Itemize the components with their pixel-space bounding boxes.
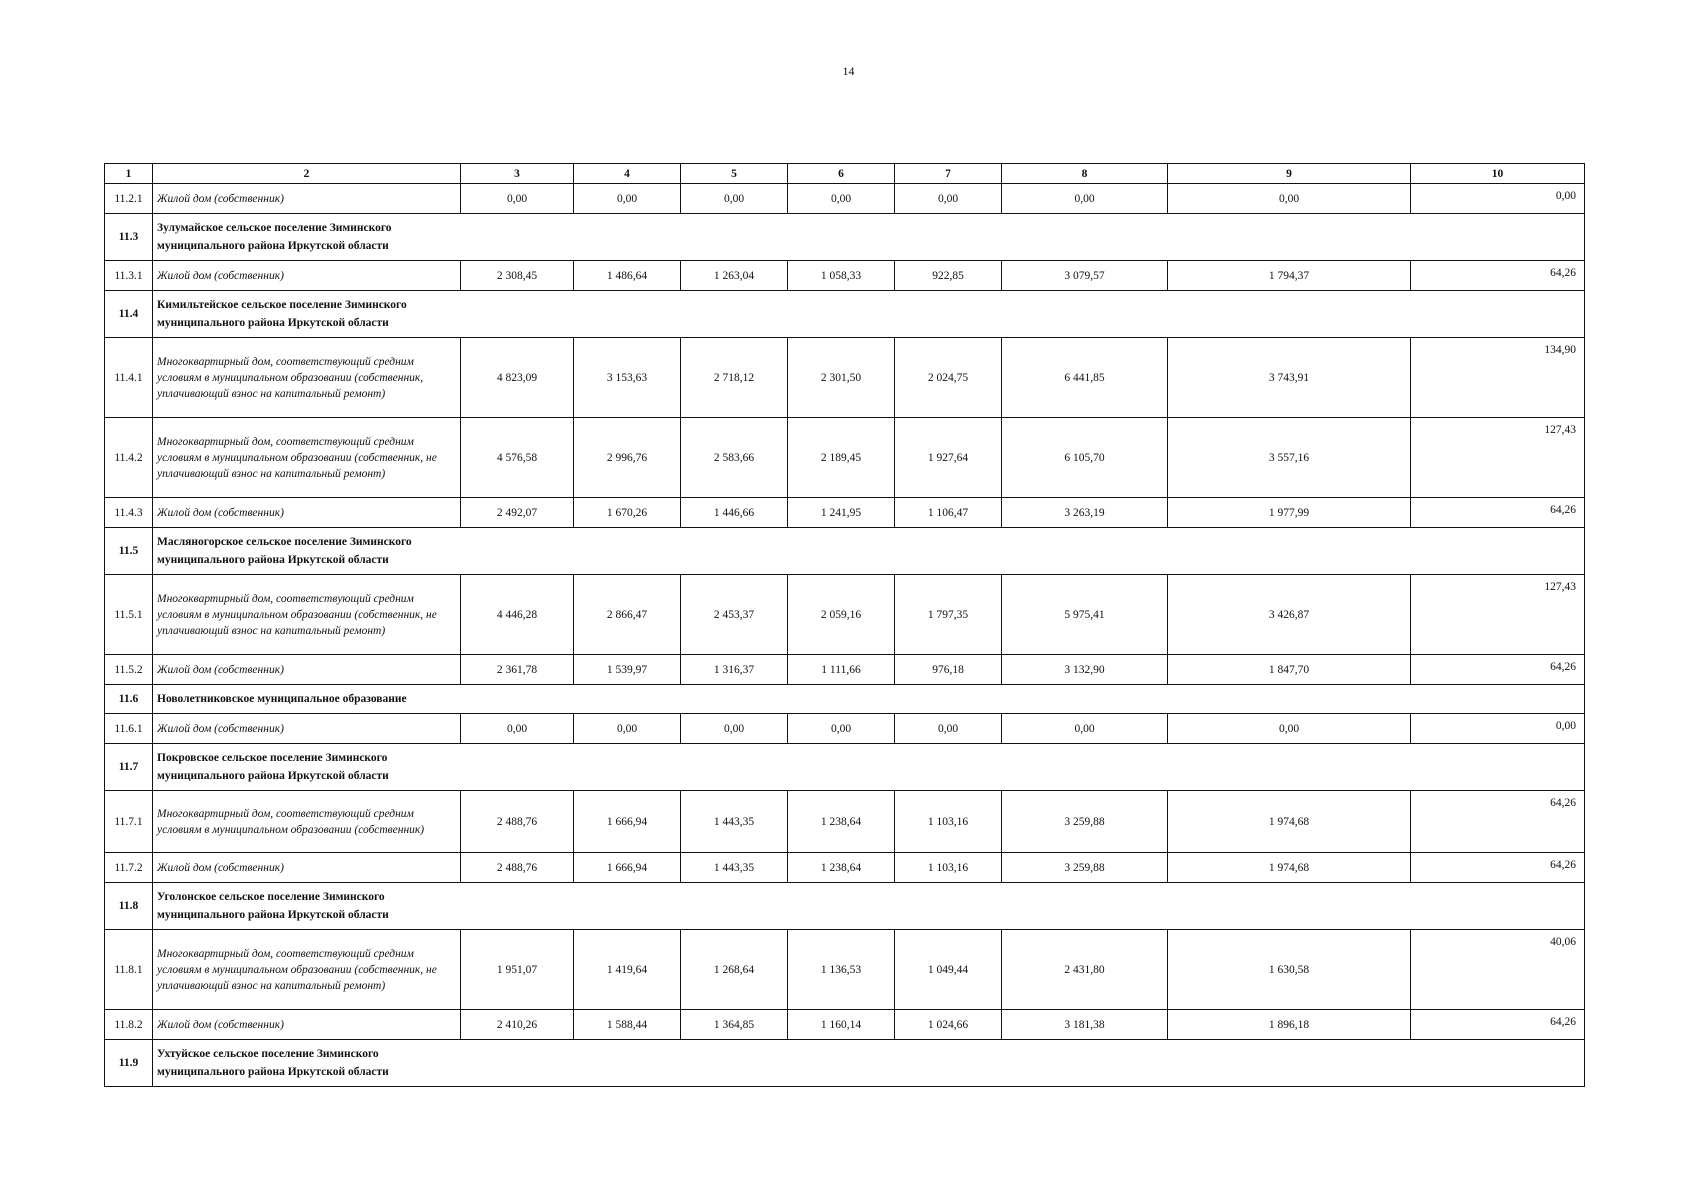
section-name: Ухтуйское сельское поселение Зиминского муниципального района Иркутской области <box>157 1048 389 1078</box>
value-col-6: 2 059,16 <box>788 575 895 655</box>
value-col-10: 127,43 <box>1411 575 1585 655</box>
section-row <box>105 291 1585 338</box>
value-col-9: 1 896,18 <box>1168 1010 1411 1040</box>
row-number: 11.8.1 <box>105 930 153 1010</box>
value-col-4: 1 486,64 <box>574 261 681 291</box>
column-header-6: 6 <box>788 164 895 184</box>
value-col-8: 3 259,88 <box>1002 853 1168 883</box>
value-col-6: 2 301,50 <box>788 338 895 418</box>
table-row <box>105 498 1585 528</box>
value-col-8: 3 263,19 <box>1002 498 1168 528</box>
value-col-10: 127,43 <box>1411 418 1585 498</box>
value-col-5: 1 446,66 <box>681 498 788 528</box>
value-col-7: 0,00 <box>895 714 1002 744</box>
value-col-8: 2 431,80 <box>1002 930 1168 1010</box>
section-name: Новолетниковское муниципальное образование <box>157 693 407 705</box>
value-col-9: 3 557,16 <box>1168 418 1411 498</box>
value-col-5: 1 364,85 <box>681 1010 788 1040</box>
table-row <box>105 261 1585 291</box>
value-col-4: 1 539,97 <box>574 655 681 685</box>
housing-type: Жилой дом (собственник) <box>153 655 461 685</box>
section-row <box>105 1040 1585 1087</box>
value-col-5: 0,00 <box>681 184 788 214</box>
column-header-4: 4 <box>574 164 681 184</box>
value-col-7: 1 106,47 <box>895 498 1002 528</box>
column-header-10: 10 <box>1411 164 1585 184</box>
value-col-7: 2 024,75 <box>895 338 1002 418</box>
value-col-4: 3 153,63 <box>574 338 681 418</box>
value-col-9: 0,00 <box>1168 184 1411 214</box>
value-col-5: 1 443,35 <box>681 853 788 883</box>
section-row <box>105 214 1585 261</box>
value-col-7: 922,85 <box>895 261 1002 291</box>
table-row <box>105 930 1585 1010</box>
row-number: 11.5.1 <box>105 575 153 655</box>
value-col-10: 64,26 <box>1411 655 1585 685</box>
value-col-8: 0,00 <box>1002 184 1168 214</box>
table-row <box>105 1010 1585 1040</box>
housing-type: Жилой дом (собственник) <box>153 184 461 214</box>
value-col-8: 5 975,41 <box>1002 575 1168 655</box>
column-header-7: 7 <box>895 164 1002 184</box>
value-col-6: 0,00 <box>788 714 895 744</box>
value-col-8: 0,00 <box>1002 714 1168 744</box>
value-col-9: 1 977,99 <box>1168 498 1411 528</box>
value-col-9: 1 630,58 <box>1168 930 1411 1010</box>
table-row <box>105 853 1585 883</box>
column-header-3: 3 <box>461 164 574 184</box>
housing-type: Жилой дом (собственник) <box>153 1010 461 1040</box>
value-col-9: 1 794,37 <box>1168 261 1411 291</box>
row-number: 11.2.1 <box>105 184 153 214</box>
value-col-8: 3 181,38 <box>1002 1010 1168 1040</box>
row-number: 11.7.2 <box>105 853 153 883</box>
page-number: 14 <box>842 64 855 78</box>
housing-type: Жилой дом (собственник) <box>153 853 461 883</box>
value-col-3: 2 410,26 <box>461 1010 574 1040</box>
value-col-10: 64,26 <box>1411 791 1585 853</box>
value-col-5: 2 583,66 <box>681 418 788 498</box>
header-row <box>105 164 1585 184</box>
value-col-10: 0,00 <box>1411 714 1585 744</box>
value-col-3: 0,00 <box>461 184 574 214</box>
value-col-5: 2 453,37 <box>681 575 788 655</box>
value-col-7: 976,18 <box>895 655 1002 685</box>
section-name: Зулумайское сельское поселение Зиминского муниципального района Иркутской области <box>157 222 392 252</box>
value-col-8: 6 441,85 <box>1002 338 1168 418</box>
section-row <box>105 744 1585 791</box>
value-col-6: 1 238,64 <box>788 853 895 883</box>
value-col-7: 1 024,66 <box>895 1010 1002 1040</box>
value-col-3: 2 488,76 <box>461 791 574 853</box>
value-col-4: 2 996,76 <box>574 418 681 498</box>
value-col-9: 1 974,68 <box>1168 791 1411 853</box>
value-col-4: 1 588,44 <box>574 1010 681 1040</box>
value-col-10: 64,26 <box>1411 853 1585 883</box>
row-number: 11.7 <box>105 744 153 791</box>
value-col-7: 0,00 <box>895 184 1002 214</box>
table-row <box>105 575 1585 655</box>
row-number: 11.6.1 <box>105 714 153 744</box>
value-col-4: 1 666,94 <box>574 791 681 853</box>
value-col-10: 40,06 <box>1411 930 1585 1010</box>
row-number: 11.4.3 <box>105 498 153 528</box>
value-col-9: 3 743,91 <box>1168 338 1411 418</box>
table-row <box>105 791 1585 853</box>
value-col-7: 1 797,35 <box>895 575 1002 655</box>
value-col-6: 0,00 <box>788 184 895 214</box>
table-row <box>105 184 1585 214</box>
section-name: Уголонское сельское поселение Зиминского муниципального района Иркутской области <box>157 891 389 921</box>
value-col-10: 0,00 <box>1411 184 1585 214</box>
value-col-3: 4 576,58 <box>461 418 574 498</box>
value-col-6: 1 058,33 <box>788 261 895 291</box>
value-col-4: 0,00 <box>574 714 681 744</box>
value-col-5: 1 268,64 <box>681 930 788 1010</box>
value-col-10: 64,26 <box>1411 1010 1585 1040</box>
value-col-4: 2 866,47 <box>574 575 681 655</box>
tariff-table <box>104 163 1585 1087</box>
value-col-6: 1 111,66 <box>788 655 895 685</box>
housing-type: Многоквартирный дом, соответствующий средним условиям в муниципальном образовании (собственник, не уплачивающий взнос на капитальный ремонт) <box>153 575 461 655</box>
value-col-4: 1 419,64 <box>574 930 681 1010</box>
row-number: 11.6 <box>105 685 153 714</box>
value-col-9: 1 974,68 <box>1168 853 1411 883</box>
value-col-9: 0,00 <box>1168 714 1411 744</box>
value-col-4: 1 666,94 <box>574 853 681 883</box>
value-col-3: 0,00 <box>461 714 574 744</box>
value-col-10: 64,26 <box>1411 498 1585 528</box>
row-number: 11.7.1 <box>105 791 153 853</box>
table-row <box>105 655 1585 685</box>
value-col-6: 1 136,53 <box>788 930 895 1010</box>
value-col-5: 0,00 <box>681 714 788 744</box>
value-col-9: 3 426,87 <box>1168 575 1411 655</box>
row-number: 11.5 <box>105 528 153 575</box>
value-col-8: 3 079,57 <box>1002 261 1168 291</box>
column-header-5: 5 <box>681 164 788 184</box>
column-header-1: 1 <box>105 164 153 184</box>
value-col-6: 1 238,64 <box>788 791 895 853</box>
section-name: Кимильтейское сельское поселение Зиминского муниципального района Иркутской области <box>157 299 407 329</box>
value-col-4: 0,00 <box>574 184 681 214</box>
value-col-6: 2 189,45 <box>788 418 895 498</box>
row-number: 11.5.2 <box>105 655 153 685</box>
value-col-5: 1 443,35 <box>681 791 788 853</box>
value-col-10: 64,26 <box>1411 261 1585 291</box>
value-col-5: 1 263,04 <box>681 261 788 291</box>
value-col-8: 3 132,90 <box>1002 655 1168 685</box>
value-col-3: 2 308,45 <box>461 261 574 291</box>
housing-type: Многоквартирный дом, соответствующий средним условиям в муниципальном образовании (собственник) <box>153 791 461 853</box>
value-col-5: 2 718,12 <box>681 338 788 418</box>
column-header-8: 8 <box>1002 164 1168 184</box>
housing-type: Многоквартирный дом, соответствующий средним условиям в муниципальном образовании (собственник, не уплачивающий взнос на капитальный ремонт) <box>153 418 461 498</box>
section-name: Покровское сельское поселение Зиминского муниципального района Иркутской области <box>157 752 389 782</box>
section-name: Масляногорское сельское поселение Зиминского муниципального района Иркутской области <box>157 536 412 566</box>
housing-type: Многоквартирный дом, соответствующий средним условиям в муниципальном образовании (собственник, уплачивающий взнос на капитальный ремонт) <box>153 338 461 418</box>
table-row <box>105 714 1585 744</box>
value-col-9: 1 847,70 <box>1168 655 1411 685</box>
column-header-9: 9 <box>1168 164 1411 184</box>
housing-type: Жилой дом (собственник) <box>153 714 461 744</box>
row-number: 11.8 <box>105 883 153 930</box>
value-col-4: 1 670,26 <box>574 498 681 528</box>
section-row <box>105 883 1585 930</box>
housing-type: Жилой дом (собственник) <box>153 261 461 291</box>
value-col-7: 1 103,16 <box>895 791 1002 853</box>
column-header-2: 2 <box>153 164 461 184</box>
section-row <box>105 528 1585 575</box>
value-col-6: 1 160,14 <box>788 1010 895 1040</box>
table-body <box>105 184 1585 1087</box>
row-number: 11.9 <box>105 1040 153 1087</box>
row-number: 11.4.1 <box>105 338 153 418</box>
row-number: 11.8.2 <box>105 1010 153 1040</box>
value-col-3: 2 488,76 <box>461 853 574 883</box>
value-col-6: 1 241,95 <box>788 498 895 528</box>
row-number: 11.4 <box>105 291 153 338</box>
value-col-3: 1 951,07 <box>461 930 574 1010</box>
housing-type: Жилой дом (собственник) <box>153 498 461 528</box>
value-col-3: 4 823,09 <box>461 338 574 418</box>
row-number: 11.3.1 <box>105 261 153 291</box>
value-col-3: 2 492,07 <box>461 498 574 528</box>
value-col-3: 2 361,78 <box>461 655 574 685</box>
table-row <box>105 338 1585 418</box>
table-row <box>105 418 1585 498</box>
value-col-7: 1 927,64 <box>895 418 1002 498</box>
value-col-7: 1 103,16 <box>895 853 1002 883</box>
value-col-10: 134,90 <box>1411 338 1585 418</box>
row-number: 11.4.2 <box>105 418 153 498</box>
row-number: 11.3 <box>105 214 153 261</box>
value-col-8: 3 259,88 <box>1002 791 1168 853</box>
housing-type: Многоквартирный дом, соответствующий средним условиям в муниципальном образовании (собственник, не уплачивающий взнос на капитальный ремонт) <box>153 930 461 1010</box>
value-col-5: 1 316,37 <box>681 655 788 685</box>
value-col-8: 6 105,70 <box>1002 418 1168 498</box>
value-col-7: 1 049,44 <box>895 930 1002 1010</box>
section-row <box>105 685 1585 714</box>
value-col-3: 4 446,28 <box>461 575 574 655</box>
